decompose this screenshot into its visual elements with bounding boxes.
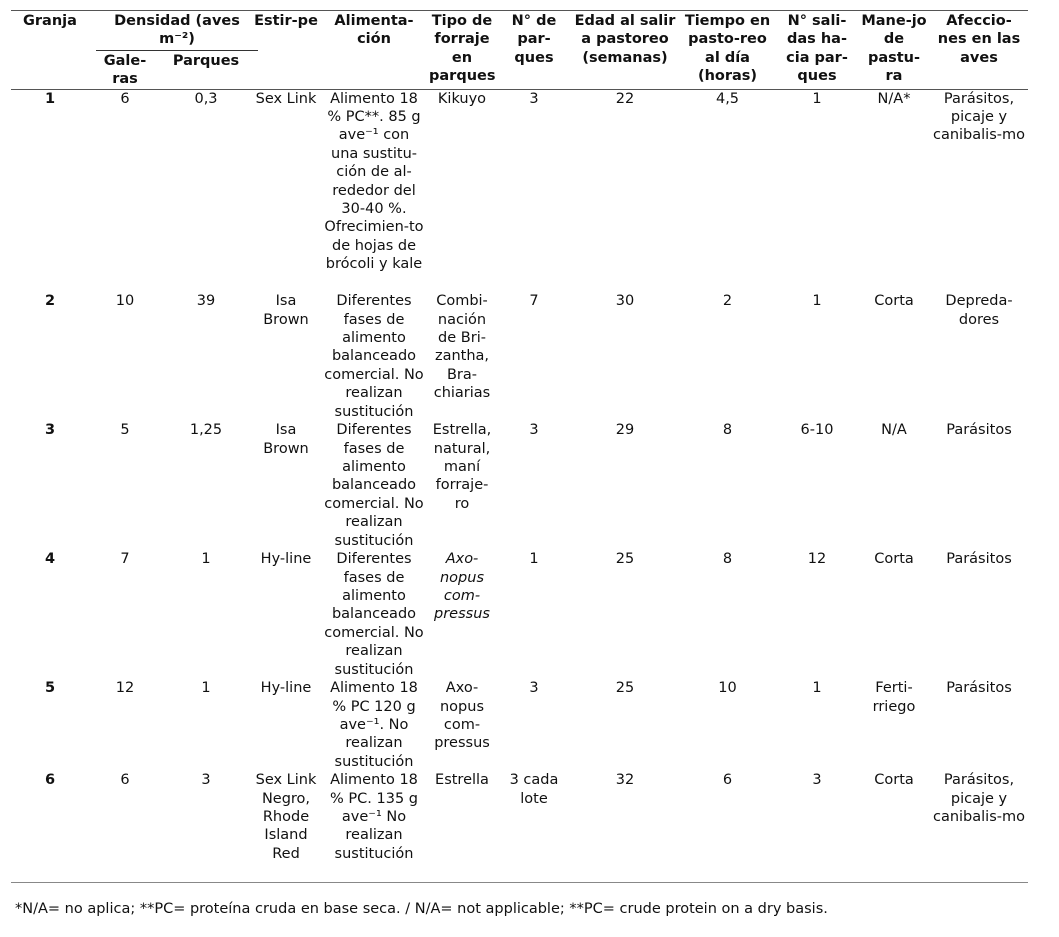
cell-estirpe: Hy-line [260, 680, 312, 697]
cell-granja: 5 [44, 680, 56, 697]
cell-n-parques: 1 [529, 551, 539, 568]
cell-granja: 3 [44, 422, 56, 439]
cell-tiempo: 6 [679, 771, 776, 882]
cell-alimentacion: Alimento 18 % PC. 135 g ave⁻¹ No realizan sustitución [321, 771, 427, 882]
header-densidad [89, 11, 251, 52]
cell-galeras: 7 [120, 551, 130, 568]
cell-parques: 1 [201, 680, 211, 697]
cell-n-parques: 7 [529, 293, 539, 310]
cell-parques: 3 [161, 771, 251, 882]
cell-forraje: Kikuyo [437, 90, 487, 107]
cell-edad: 25 [615, 551, 635, 568]
cell-galeras: 10 [115, 293, 135, 310]
header-granja: Granja [11, 11, 89, 90]
table-body [11, 89, 1028, 882]
header-estirpe: Estir-pe [251, 11, 321, 90]
cell-granja: 2 [44, 293, 56, 310]
cell-parques: 1,25 [189, 422, 223, 439]
cell-salidas: 3 [776, 771, 858, 882]
cell-estirpe: Sex Link [255, 90, 317, 107]
cell-afecciones: Parásitos [946, 422, 1012, 439]
cell-afecciones: Parásitos, picaje y canibalis-mo [930, 771, 1028, 882]
cell-salidas: 1 [812, 90, 822, 107]
table-header [11, 11, 1028, 90]
cell-estirpe: Sex Link Negro, Rhode Island Red [251, 771, 321, 882]
cell-manejo: Corta [874, 293, 914, 310]
table-row [11, 89, 1028, 292]
cell-salidas: 12 [807, 551, 827, 568]
cell-salidas: 1 [812, 293, 822, 310]
header-afecciones: Afeccio-nes en las aves [930, 11, 1028, 90]
header-edad: Edad al salir a pastoreo (semanas) [571, 11, 679, 90]
cell-salidas: 1 [812, 680, 822, 697]
cell-n-parques: 3 [529, 90, 539, 107]
cell-manejo: Ferti-rriego [872, 680, 916, 715]
cell-forraje: Estrella, natural, maní forraje-ro [432, 422, 492, 512]
cell-tiempo: 10 [718, 680, 737, 697]
cell-afecciones: Parásitos [946, 551, 1012, 568]
cell-galeras: 5 [120, 422, 130, 439]
cell-salidas: 6-10 [800, 422, 834, 439]
cell-estirpe: Hy-line [260, 551, 312, 568]
table-row [11, 550, 1028, 679]
cell-alimentacion: Diferentes fases de alimento balanceado comercial. No realizan sustitución [324, 422, 424, 549]
cell-estirpe: Isa Brown [263, 293, 309, 328]
cell-manejo: N/A* [877, 90, 911, 107]
header-manejo: Mane-jo de pastu-ra [858, 11, 930, 90]
cell-manejo: N/A [881, 422, 907, 439]
cell-manejo: Corta [858, 771, 930, 882]
cell-alimentacion: Diferentes fases de alimento balanceado comercial. No realizan sustitución [324, 551, 424, 678]
header-parques: Parques [161, 52, 251, 89]
cell-afecciones: Parásitos, picaje y canibalis-mo [932, 90, 1025, 144]
cell-tiempo: 8 [722, 422, 733, 439]
cell-forraje: Estrella [427, 771, 497, 882]
table-row [11, 771, 1028, 882]
header-galeras: Gale-ras [89, 52, 161, 89]
cell-granja: 6 [11, 771, 89, 882]
header-densidad-label: Densidad (aves m⁻²) [96, 12, 258, 51]
cell-edad: 22 [615, 90, 635, 107]
table-footnote: *N/A= no aplica; **PC= proteína cruda en base seca. / N/A= not applicable; **PC= crude protein on a dry basis. [15, 901, 828, 917]
table-row [11, 421, 1028, 550]
header-forraje: Tipo de forraje en parques [427, 11, 497, 90]
cell-n-parques: 3 cada lote [497, 771, 571, 882]
header-n-parques: N° de par-ques [497, 11, 571, 90]
cell-edad: 30 [615, 293, 635, 310]
cell-granja: 4 [44, 551, 56, 568]
header-alimentacion: Alimenta-ción [321, 11, 427, 90]
cell-n-parques: 3 [529, 422, 539, 439]
cell-alimentacion: Diferentes fases de alimento balanceado comercial. No realizan sustitución [324, 293, 424, 420]
cell-forraje: Axo-nopus com-pressus [434, 680, 490, 752]
cell-edad: 32 [571, 771, 679, 882]
cell-parques: 0,3 [194, 90, 218, 107]
table-row [11, 679, 1028, 771]
cell-forraje: Combi-nación de Bri-zantha, Bra-chiarias [433, 293, 491, 402]
cell-alimentacion: Alimento 18 % PC**. 85 g ave⁻¹ con una sustitu-ción de al-rededor del 30-40 %. Ofrecimien-to de hojas de brócoli y kale [324, 90, 424, 273]
farm-data-table [11, 10, 1028, 883]
cell-galeras: 6 [89, 771, 161, 882]
cell-n-parques: 3 [529, 680, 539, 697]
cell-manejo: Corta [874, 551, 914, 568]
cell-edad: 25 [615, 680, 635, 697]
cell-parques: 1 [201, 551, 211, 568]
cell-parques: 39 [196, 293, 216, 310]
header-salidas: N° sali-das ha-cia par-ques [776, 11, 858, 90]
cell-granja: 1 [44, 90, 56, 107]
header-tiempo: Tiempo en pasto-reo al día (horas) [679, 11, 776, 90]
cell-estirpe: Isa Brown [263, 422, 309, 457]
table-row [11, 292, 1028, 421]
cell-alimentacion: Alimento 18 % PC 120 g ave⁻¹. No realizan sustitución [330, 680, 418, 770]
cell-tiempo: 4,5 [715, 90, 740, 107]
cell-afecciones: Depreda-dores [945, 293, 1013, 328]
cell-forraje: Axo-nopus com-pressus [434, 551, 490, 623]
cell-galeras: 12 [115, 680, 135, 697]
cell-afecciones: Parásitos [946, 680, 1012, 697]
cell-edad: 29 [615, 422, 635, 439]
cell-tiempo: 2 [722, 293, 733, 310]
cell-galeras: 6 [120, 90, 130, 107]
cell-tiempo: 8 [722, 551, 733, 568]
data-table-container [11, 10, 1028, 883]
